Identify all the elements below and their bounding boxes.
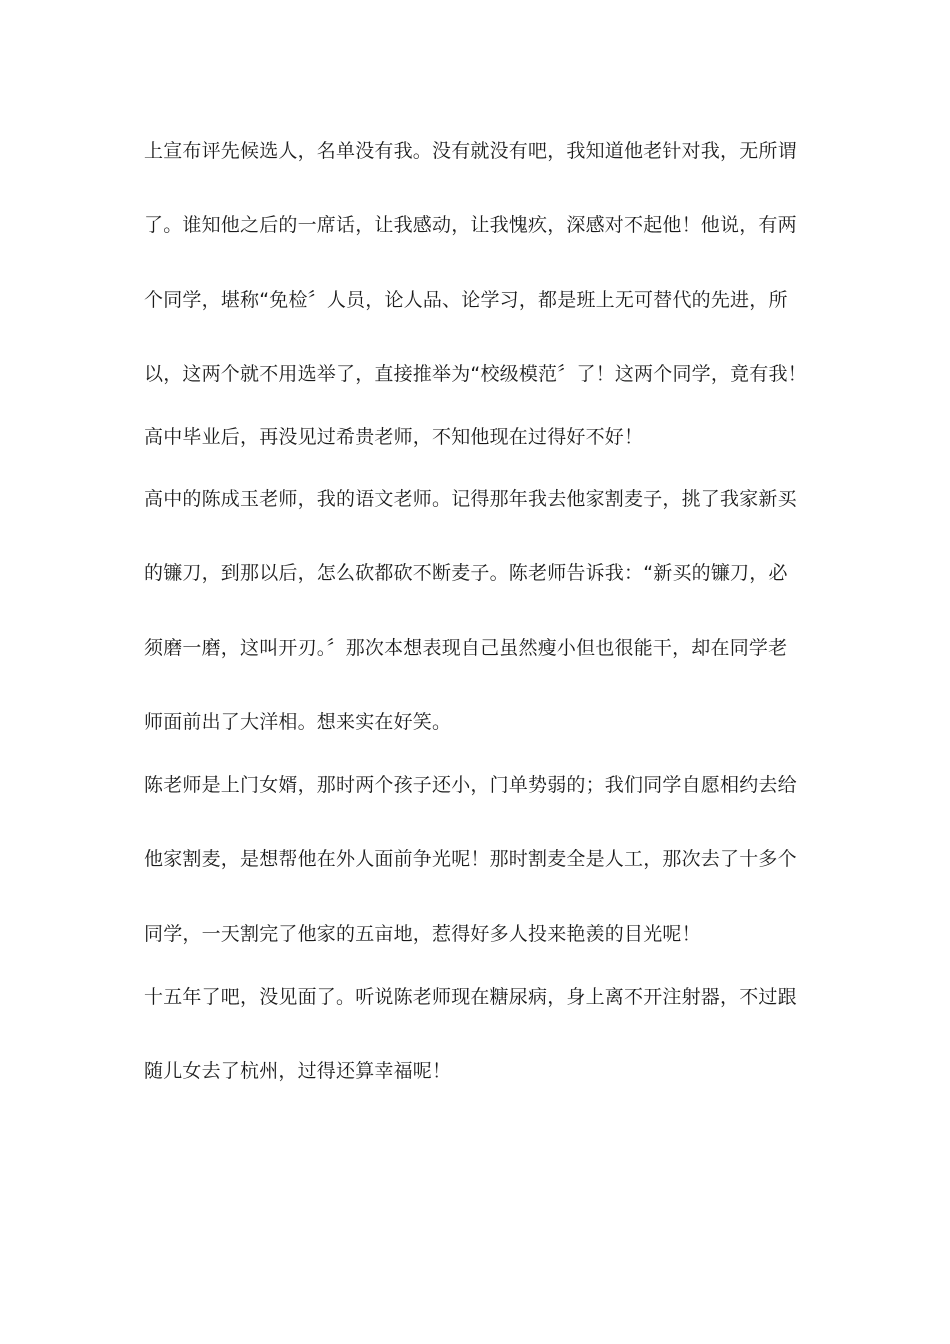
text-line: 陈老师是上门女婿，那时两个孩子还小，门单势弱的；我们同学自愿相约去给 [144,774,797,796]
text-line: 上宣布评先候选人，名单没有我。没有就没有吧，我知道他老针对我，无所谓 [144,140,797,162]
text-line: 师面前出了大洋相。想来实在好笑。 [144,711,452,733]
text-line: 了。谁知他之后的一席话，让我感动，让我愧疚，深感对不起他！他说，有两 [144,214,797,236]
text-line: 个同学，堪称“免检〞人员，论人品、论学习，都是班上无可替代的先进，所 [144,289,788,311]
text-line: 十五年了吧，没见面了。听说陈老师现在糖尿病，身上离不开注射器，不过跟 [144,986,797,1008]
text-line: 须磨一磨，这叫开刃。〞那次本想表现自己虽然瘦小但也很能干，却在同学老 [144,637,788,659]
text-line: 同学，一天割完了他家的五亩地，惹得好多人投来艳羡的目光呢！ [144,923,701,945]
text-line: 随儿女去了杭州，过得还算幸福呢！ [144,1060,452,1082]
text-line: 他家割麦，是想帮他在外人面前争光呢！那时割麦全是人工，那次去了十多个 [144,848,797,870]
text-line: 高中毕业后，再没见过希贵老师，不知他现在过得好不好！ [144,426,644,448]
text-line: 高中的陈成玉老师，我的语文老师。记得那年我去他家割麦子，挑了我家新买 [144,488,797,510]
text-line: 的镰刀，到那以后，怎么砍都砍不断麦子。陈老师告诉我：“新买的镰刀，必 [144,562,788,584]
text-line: 以，这两个就不用选举了，直接推举为“校级模范〞了！这两个同学，竟有我！ [144,363,807,385]
